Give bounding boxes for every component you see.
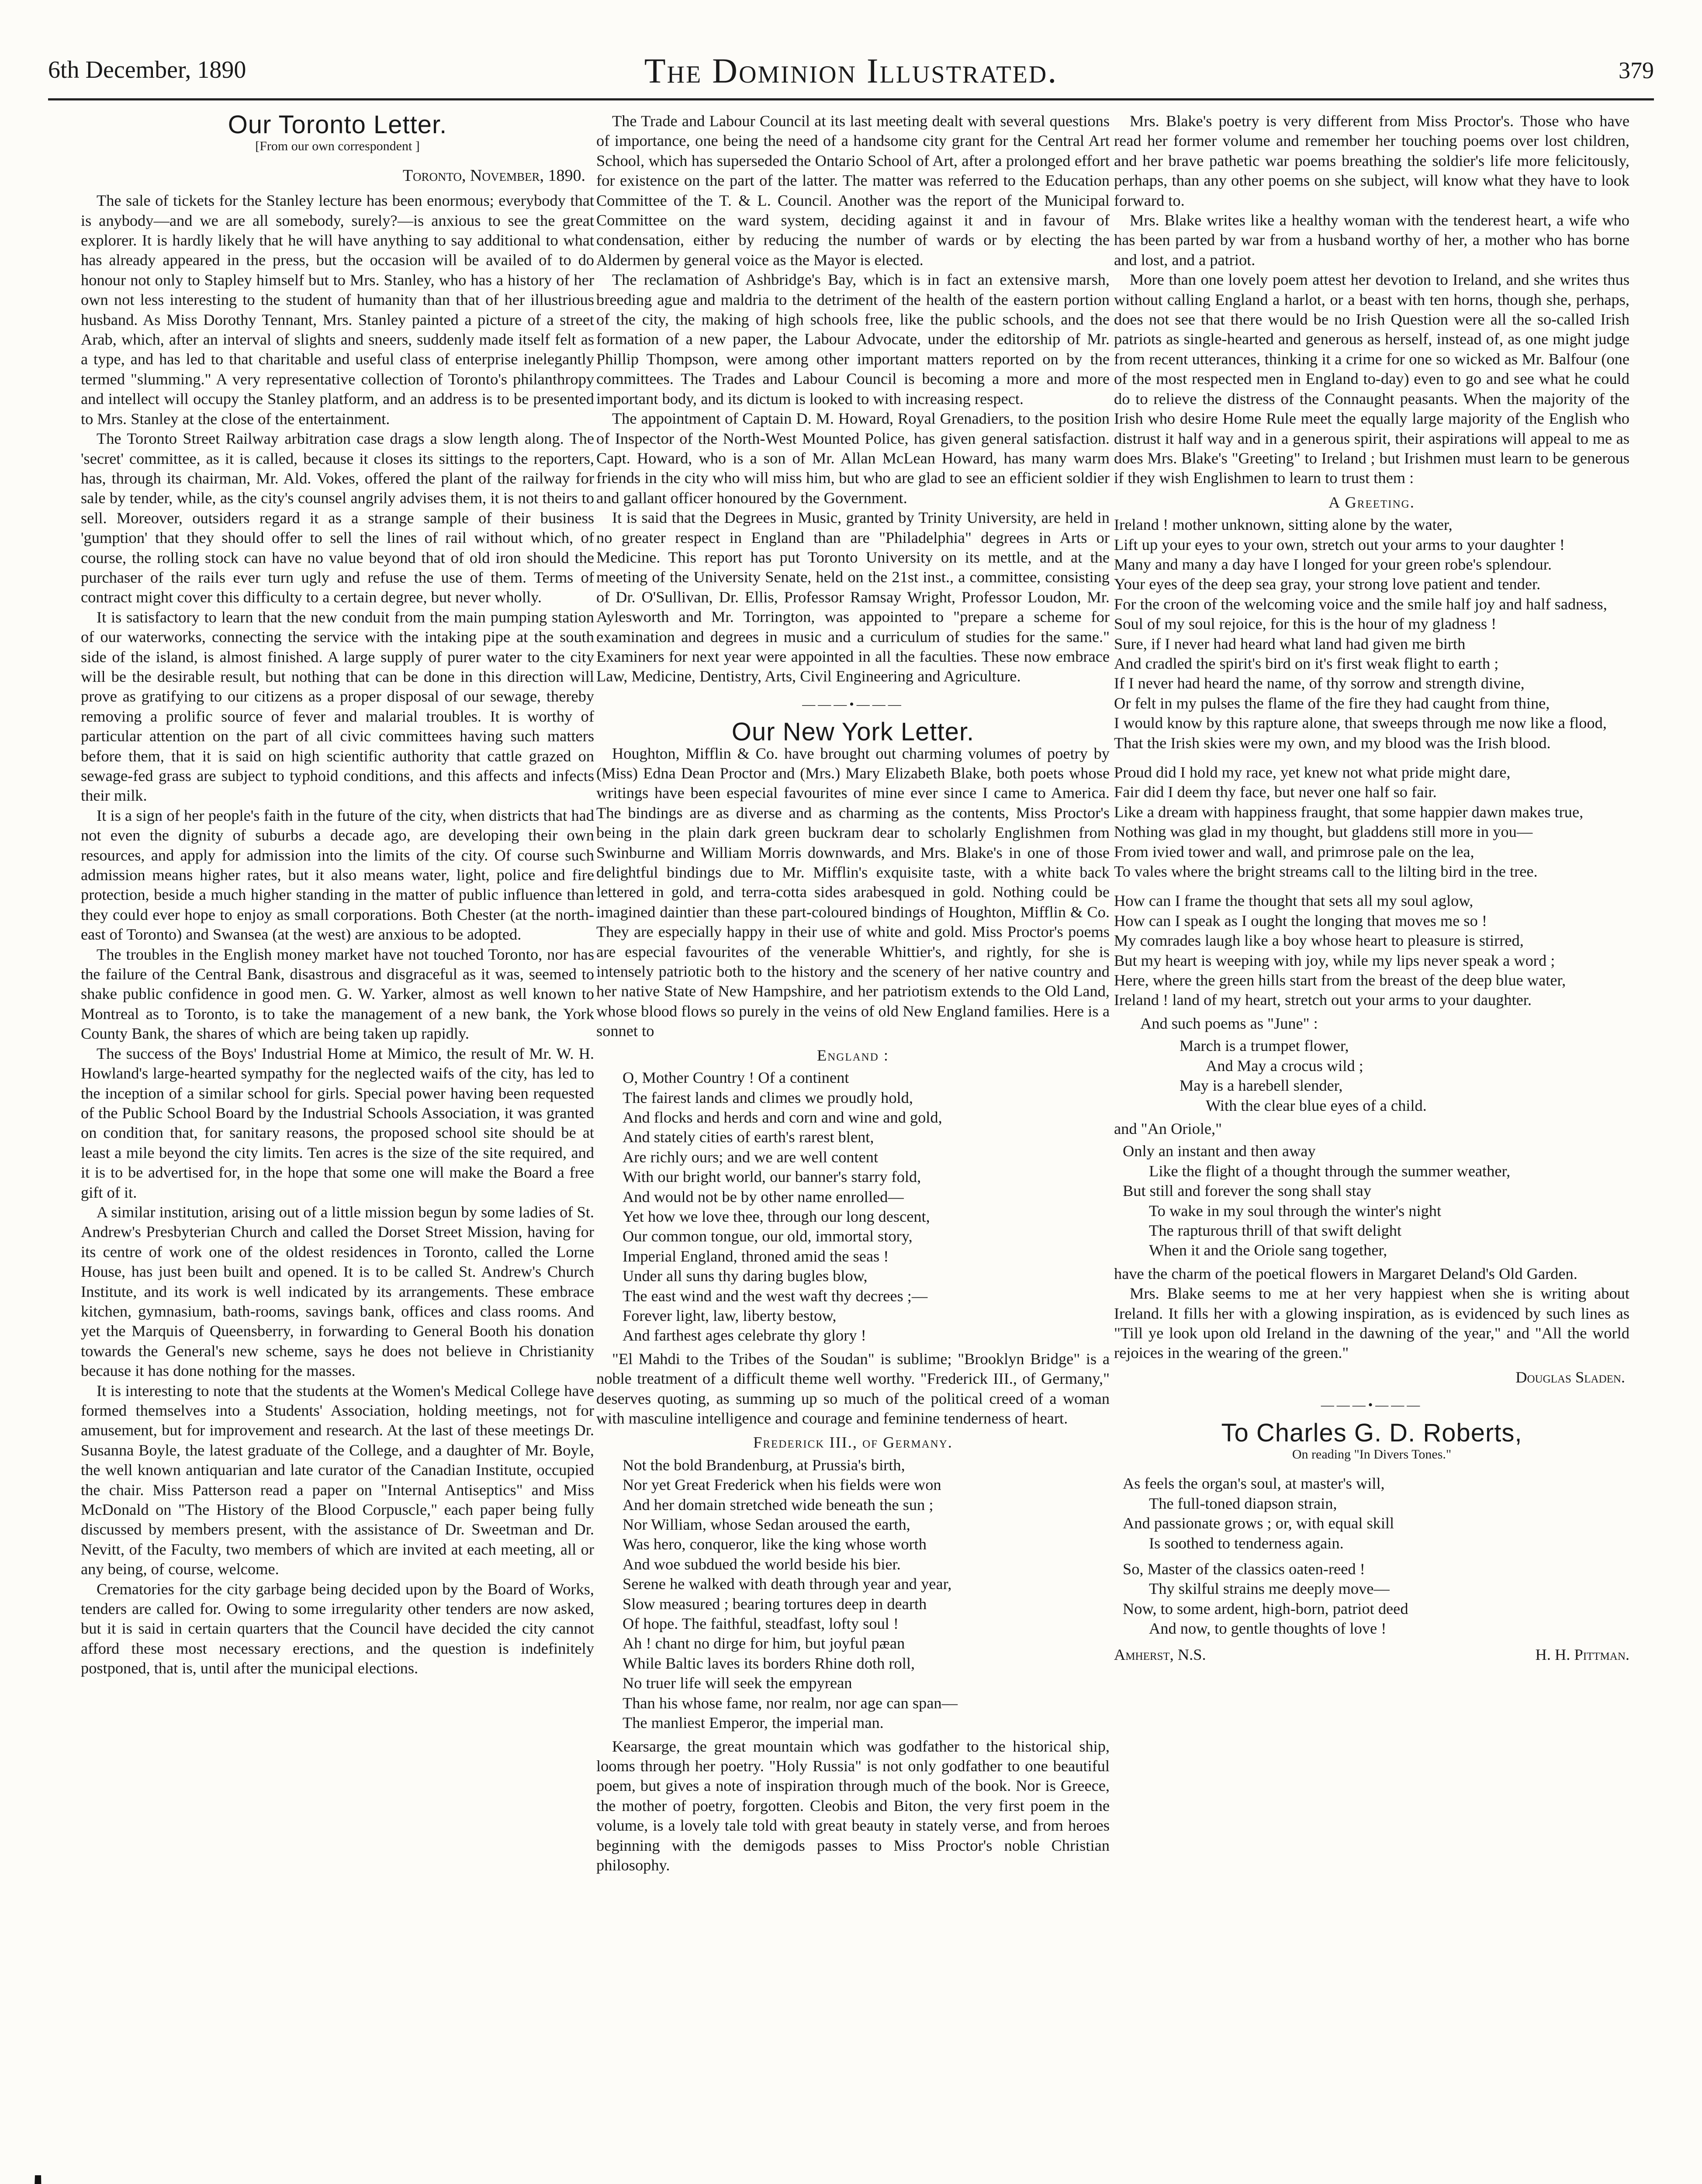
poem-line: Are richly ours; and we are well content <box>623 1148 879 1166</box>
paragraph: The sale of tickets for the Stanley lecture has been enormous; everybody that is anybody—and we are all somebody, surely?—is anxious to see the great explorer. It is hardly likely that he will have anything to say additional to what has already appeared in the press, but the occasion will be availed of to do honour not only to Stapley himself but to Mrs. Stanley, who has a history of her own not less interesting to the student of humanity than that of her illustrious husband. As Miss Dorothy Tennant, Mrs. Stanley painted a picture of a street Arab, which, after an interval of slights and sneers, suddenly made itself felt as a type, and has led to that charitable and useful class of enterprise inelegantly termed "slumming." A very representative collection of Toronto's philanthropy and intellect will occupy the Stanley platform, and an address is to be presented to Mrs. Stanley at the close of the entertainment. <box>81 192 594 428</box>
poem-line: Nothing was glad in my thought, but gladdens still more in you— <box>1114 823 1533 841</box>
section-divider: ———•——— <box>802 697 904 712</box>
poem-line: For the croon of the welcoming voice and the smile half joy and half sadness, <box>1114 595 1607 613</box>
paragraph: Mrs. Blake writes like a healthy woman with the tenderest heart, a wife who has been parted by war from a husband worthy of her, a mother who has borne and lost, and a patriot. <box>1114 211 1629 269</box>
stanza-break <box>1114 881 1629 891</box>
poem-line: And woe subdued the world beside his bier. <box>623 1555 901 1573</box>
roberts-attribution <box>1114 1645 1629 1665</box>
poem-line: I would know by this rapture alone, that sweeps through me now like a flood, <box>1114 714 1607 732</box>
header-rule <box>48 98 1654 100</box>
poem-line: Nor William, whose Sedan aroused the earth, <box>623 1516 910 1534</box>
poem-line: March is a trumpet flower, <box>1180 1037 1349 1055</box>
paragraph: Mrs. Blake's poetry is very different from Miss Proctor's. Those who have read her former volume and remember her touching poems over lost children, and her brave pathetic war poems breathing the soldier's life more felicitously, perhaps, than any other poems on she subject, will know what they have to look forward to. <box>1114 112 1629 209</box>
poem-line: The fairest lands and climes we proudly hold, <box>623 1089 913 1106</box>
binding-edge-mark <box>26 2175 52 2184</box>
masthead-title: The Dominion Illustrated. <box>644 52 1058 90</box>
paragraph: More than one lovely poem attest her devotion to Ireland, and she writes thus without calling England a harlot, or a beast with ten horns, though she, perhaps, does not see that there would be no Irish Question were all the so-called Irish patriots as single-hearted and generous as herself, instead of, as one might judge from recent utterances, thinking it a crime for one so wicked as Mr. Balfour (one of the most respected men in England to-day) even to go and see what he could do to relieve the distress of the Connaught peasants. When the majority of the Irish who desire Home Rule meet the equally large majority of the English who distrust it half way and in a generous spirit, their aspirations will appeal to me as does Mrs. Blake's "Greeting" to Ireland ; but Irishmen must learn to be generous if they wish Englishmen to learn to trust them : <box>1114 271 1629 487</box>
poem-line: From ivied tower and wall, and primrose pale on the lea, <box>1114 843 1474 860</box>
poem-roberts <box>1123 1474 1629 1638</box>
poem-line: And passionate grows ; or, with equal skill <box>1123 1514 1394 1532</box>
poem-line: With our bright world, our banner's starry fold, <box>623 1168 921 1186</box>
roberts-poem-title: To Charles G. D. Roberts, <box>1221 1418 1522 1447</box>
poem-line: And now, to gentle thoughts of love ! <box>1149 1620 1387 1638</box>
poem-line: To wake in my soul through the winter's night <box>1149 1202 1442 1220</box>
poem-line: If I never had heard the name, of thy sorrow and strength divine, <box>1114 674 1525 692</box>
column-2 <box>596 111 1110 1875</box>
page-header <box>48 52 1654 102</box>
paragraph: It is a sign of her people's faith in the future of the city, when districts that had not even the dignity of suburbs a decade ago, are developing their own resources, and apply for admission into the limits of the city. Of course such admission means higher rates, but it also means water, light, police and fire protection, beside a much higher standing in the matter of public influence than they could ever hope to enjoy as small corporations. Both Chester (at the north-east of Toronto) and Swansea (at the west) are anxious to be adopted. <box>81 806 594 943</box>
poem-line: Forever light, law, liberty bestow, <box>623 1306 837 1324</box>
poem-line: Nor yet Great Frederick when his fields were won <box>623 1476 941 1494</box>
poem-line: The full-toned diapson strain, <box>1149 1494 1337 1512</box>
issue-date: 6th December, 1890 <box>48 56 246 83</box>
poem-line: May is a harebell slender, <box>1180 1077 1343 1095</box>
poem-line: Here, where the green hills start from the breast of the deep blue water, <box>1114 971 1566 989</box>
poem-line: That the Irish skies were my own, and my blood was the Irish blood. <box>1114 734 1551 752</box>
poem-line: And flocks and herds and corn and wine and gold, <box>623 1108 942 1126</box>
poem-line: Than his whose fame, nor realm, nor age can span— <box>623 1694 958 1712</box>
section-divider: ———•——— <box>1321 1398 1423 1413</box>
poem-line: Is soothed to tenderness again. <box>1149 1534 1344 1552</box>
toronto-letter-subtitle: [From our own correspondent ] <box>255 139 420 154</box>
paragraph: Mrs. Blake seems to me at her very happiest when she is writing about Ireland. It fills her with a glowing inspiration, as is evidenced by such lines as "Till ye look upon old Ireland in the dawning of the year," and "All the world rejoices in the wearing of the green." <box>1114 1285 1629 1362</box>
new-york-letter-title: Our New York Letter. <box>731 718 975 746</box>
poem-line: Slow measured ; bearing tortures deep in dearth <box>623 1595 927 1613</box>
poem-line: Of hope. The faithful, steadfast, lofty soul ! <box>623 1615 899 1633</box>
poem-line: Our common tongue, our old, immortal story, <box>623 1227 913 1245</box>
author: H. H. Pittman. <box>1535 1645 1629 1663</box>
paragraph: The appointment of Captain D. M. Howard, Royal Grenadiers, to the position of Inspector of the North-West Mounted Police, has given general satisfaction. Capt. Howard, who is a son of Mr. Allan McLean Howard, has many warm friends in the city who will miss him, but who are glad to see an efficient soldier and gallant officer honoured by the Government. <box>596 410 1110 507</box>
poem-line: And cradled the spirit's bird on it's first weak flight to earth ; <box>1114 654 1499 672</box>
poem-line: Ireland ! land of my heart, stretch out your arms to your daughter. <box>1114 991 1532 1009</box>
poem-frederick <box>623 1455 1110 1733</box>
poem-line: And would not be by other name enrolled— <box>623 1188 904 1206</box>
toronto-letter-title: Our Toronto Letter. <box>228 111 447 139</box>
poem-line: Fair did I deem thy face, but never one half so fair. <box>1114 783 1437 801</box>
poem-line: The east wind and the west waft thy decrees ;— <box>623 1287 928 1305</box>
oriole-intro: and "An Oriole," <box>1114 1120 1222 1137</box>
signature: Douglas Sladen. <box>1515 1368 1625 1386</box>
poem-line: Yet how we love thee, through our long descent, <box>623 1207 930 1225</box>
poem-title-england: England : <box>817 1046 889 1064</box>
poem-line: Thy skilful strains me deeply move— <box>1149 1580 1390 1598</box>
poem-line: Was hero, conqueror, like the king whose worth <box>623 1535 927 1553</box>
poem-line: Soul of my soul rejoice, for this is the hour of my gladness ! <box>1114 615 1497 633</box>
page-number: 379 <box>1619 57 1654 83</box>
poem-line: Serene he walked with death through year and year, <box>623 1575 952 1593</box>
paragraph: have the charm of the poetical flowers in Margaret Deland's Old Garden. <box>1114 1265 1577 1282</box>
june-intro: And such poems as "June" : <box>1140 1014 1318 1032</box>
paragraph: The success of the Boys' Industrial Home at Mimico, the result of Mr. W. H. Howland's large-hearted sympathy for the neglected waifs of the city, has led to the inception of a similar school for girls. Special power having been requested of the Public School Board by the Industrial Schools Association, it was granted on condition that, for sanitary reasons, the proposed school site should be at least a mile beyond the city limits. Ten acres is the size of the site required, and it is to be advertised for, in the hope that some one will make the Board a free gift of it. <box>81 1044 594 1201</box>
poem-title-greeting: A Greeting. <box>1328 493 1415 511</box>
poem-line: The manliest Emperor, the imperial man. <box>623 1714 884 1732</box>
poem-line: O, Mother Country ! Of a continent <box>623 1069 849 1087</box>
poem-line: While Baltic laves its borders Rhine doth roll, <box>623 1654 915 1672</box>
poem-line: And stately cities of earth's rarest blent, <box>623 1128 874 1146</box>
paragraph: Houghton, Mifflin & Co. have brought out charming volumes of poetry by (Miss) Edna Dean Proctor and (Mrs.) Mary Elizabeth Blake, both poets whose writings have been especial favourites of mine ever since I came to America. The bindings are as diverse and as charming as the contents, Miss Proctor's being in the plain dark green buckram dear to scholarly Englishmen from Swinburne and William Morris downwards, and Mrs. Blake's in one of those delightful bindings due to Mr. Mifflin's exquisite taste, with a white back lettered in gold, and terra-cotta sides arabesqued in gold. Nothing could be imagined daintier than these part-coloured bindings of Houghton, Mifflin & Co. They are especially happy in their use of white and gold. Miss Proctor's poems are especial favourites of the venerable Whittier's, and rightly, for she is intensely patriotic both to the history and the scenery of her native country and her native State of New Hampshire, and her patriotism extends to the Old Land, whose blood flows so purely in the veins of old New England families. Here is a sonnet to <box>596 744 1110 1040</box>
poem-line: The rapturous thrill of that swift delight <box>1149 1221 1402 1239</box>
poem-line: When it and the Oriole sang together, <box>1149 1241 1387 1259</box>
poem-line: Your eyes of the deep sea gray, your strong love patient and tender. <box>1114 575 1541 593</box>
stanza-break <box>1114 753 1629 763</box>
paragraph: The troubles in the English money market have not touched Toronto, nor has the failure of the Central Bank, disastrous and disgraceful as it was, seemed to shake public confidence in good men. G. W. Yarker, almost as well known to Montreal as to Toronto, is to take the management of a new bank, the York County Bank, the shares of which are being taken up rapidly. <box>81 945 594 1043</box>
poem-line: And May a crocus wild ; <box>1206 1057 1363 1075</box>
poem-line: Sure, if I never had heard what land had given me birth <box>1114 635 1466 653</box>
stanza-break <box>1123 1553 1629 1559</box>
poem-line: Ah ! chant no dirge for him, but joyful pæan <box>623 1635 905 1652</box>
paragraph: A similar institution, arising out of a little mission begun by some ladies of St. Andrew's Presbyterian Church and called the Dorset Street Mission, having for its centre of work one of the oldest residences in Toronto, called the Lorne House, has just been built and opened. It is to be called St. Andrew's Church Institute, and its work is well indicated by its arrangements. These embrace kitchen, gymnasium, bath-rooms, savings bank, offices and class rooms. And yet the Marquis of Queensberry, in forwarding to General Booth his donation towards the General's new scheme, says he does not believe in Christianity because it has done nothing for the masses. <box>81 1203 594 1380</box>
poem-line: With the clear blue eyes of a child. <box>1206 1096 1427 1114</box>
poem-line: Not the bold Brandenburg, at Prussia's birth, <box>623 1456 905 1474</box>
poem-line: But my heart is weeping with joy, while my lips never speak a word ; <box>1114 951 1555 969</box>
poem-line: Lift up your eyes to your own, stretch out your arms to your daughter ! <box>1114 536 1565 553</box>
paragraph: The reclamation of Ashbridge's Bay, which is in fact an extensive marsh, breeding ague and maldria to the detriment of the health of the eastern portion of the city, the making of high schools free, like the public schools, and the formation of a new paper, the Labour Advocate, under the editorship of Mr. Phillip Thompson, were among other important matters reported on by the committees. The Trades and Labour Council is becoming a more and more important body, and its dictum is looked to with increasing respect. <box>596 271 1110 408</box>
poem-line: Or felt in my pulses the flame of the fire they had caught from thine, <box>1114 694 1550 712</box>
toronto-dateline: Toronto, November, 1890. <box>402 166 585 185</box>
poem-line: As feels the organ's soul, at master's will, <box>1123 1475 1385 1493</box>
column-1 <box>81 111 594 1679</box>
poem-england <box>623 1068 1110 1346</box>
place: Amherst, N.S. <box>1114 1645 1206 1663</box>
poem-line: Under all suns thy daring bugles blow, <box>623 1267 868 1285</box>
poem-line: How can I frame the thought that sets all my soul aglow, <box>1114 892 1474 910</box>
poem-line: Like a dream with happiness fraught, that some happier dawn makes true, <box>1114 803 1584 821</box>
poem-line: Ireland ! mother unknown, sitting alone by the water, <box>1114 516 1453 534</box>
paragraph: It is said that the Degrees in Music, granted by Trinity University, are held in no greater respect in England than are "Philadelphia" degrees in Arts or Medicine. This report has put Toronto University on its mettle, and at the meeting of the University Senate, held on the 21st inst., a committee, consisting of Dr. O'Sullivan, Dr. Ellis, Professor Ramsay Wright, Professor Loudon, Mr. Aylesworth and Mr. Torrington, was appointed to "prepare a scheme for examination and degrees in music and a curriculum of studies for the same." Examiners for next year were appointed in all the faculties. These now embrace Law, Medicine, Dentistry, Arts, Civil Engineering and Agriculture. <box>596 509 1110 685</box>
poem-line: Only an instant and then away <box>1123 1142 1316 1160</box>
poem-oriole <box>1123 1141 1629 1260</box>
poem-line: Imperial England, throned amid the seas ! <box>623 1247 889 1265</box>
poem-line: And her domain stretched wide beneath the sun ; <box>623 1496 934 1514</box>
poem-june <box>1180 1036 1629 1116</box>
paragraph: It is satisfactory to learn that the new conduit from the main pumping station of our waterworks, connecting the service with the intaking pipe at the south side of the island, is almost finished. A large supply of purer water to the city will be the desirable result, but nothing that can be done in this direction will prove as gratifying to our citizens as a proper disposal of our sewage, thereby removing a prolific source of fever and malarial troubles. It is worthy of particular attention on the part of all civic committees having such matters before them, that it is said on high scientific authority that cattle grazed on sewage-fed grass are subject to typhoid conditions, and this affects and infects their milk. <box>81 608 594 805</box>
poem-line: No truer life will seek the empyrean <box>623 1674 852 1692</box>
poem-line: Many and many a day have I longed for your green robe's splendour. <box>1114 555 1552 573</box>
poem-line: Now, to some ardent, high-born, patriot deed <box>1123 1600 1408 1617</box>
paragraph: The Toronto Street Railway arbitration case drags a slow length along. The 'secret' committee, as it is called, because it closes its sittings to the reporters, has, through its chairman, Mr. Ald. Vokes, offered the plant of the railway for sale by tender, while, as the city's counsel angrily advises them, it is not theirs to sell. Moreover, outsiders regard it as a strange sample of their business 'gumption' that they should offer to sell the lines of rail without which, of course, the rolling stock can have no value beyond that of old iron should the purchaser of the rails ever turn ugly and refuse the use of them. Terms of contract might cover this difficulty to a certain degree, but never wholly. <box>81 430 594 606</box>
poem-title-frederick: Frederick III., of Germany. <box>753 1434 953 1451</box>
column-3 <box>1114 111 1629 1665</box>
poem-line: How can I speak as I ought the longing that moves me so ! <box>1114 912 1487 930</box>
poem-line: And farthest ages celebrate thy glory ! <box>623 1327 866 1344</box>
paragraph: It is interesting to note that the students at the Women's Medical College have formed themselves into a Students' Association, holding meetings, not for amusement, but for improvement and research. At the last of these meetings Dr. Susanna Boyle, the latest graduate of the College, and a daughter of Mr. Boyle, the well known antiquarian and late curator of the Canadian Institute, occupied the chair. Miss Patterson read a paper on "Internal Antiseptics" and Miss McDonald on "The History of the Blood Corpuscle," each paper being fully discussed by members present, with the assistance of Dr. Sweetman and Dr. Nevitt, of the Faculty, two members of which are invited at each meeting, all or any being, of course, welcome. <box>81 1382 594 1578</box>
roberts-poem-subtitle: On reading "In Divers Tones." <box>1292 1447 1452 1462</box>
paragraph: Crematories for the city garbage being decided upon by the Board of Works, tenders are called for. Owing to some irregularity other tenders are now asked, but it is said in certain quarters that the Council have decided the city cannot afford these most necessary erections, and the question is indefinitely postponed, that is, until after the municipal elections. <box>81 1580 594 1677</box>
poem-line: Like the flight of a thought through the summer weather, <box>1149 1162 1511 1180</box>
poem-line: So, Master of the classics oaten-reed ! <box>1123 1560 1365 1578</box>
paragraph: The Trade and Labour Council at its last meeting dealt with several questions of importance, one being the need of a handsome city grant for the Central Art School, which has superseded the Ontario School of Art, after a prolonged effort for existence on the part of the latter. The matter was referred to the Education Committee of the T. & L. Council. Another was the report of the Municipal Committee on the ward system, deciding against it and in favour of condensation, either by reducing the number of wards or by electing the Aldermen by general voice as the Mayor is elected. <box>596 112 1110 269</box>
poem-line: To vales where the bright streams call to the lilting bird in the tree. <box>1114 863 1538 881</box>
poem-line: Proud did I hold my race, yet knew not what pride might dare, <box>1114 764 1511 781</box>
paragraph: "El Mahdi to the Tribes of the Soudan" is sublime; "Brooklyn Bridge" is a noble treatment of a difficult theme well worthy. "Frederick III., of Germany," deserves quoting, as summing up so much of the political creed of a woman with masculine intelligence and courage and feminine tenderness of heart. <box>596 1350 1110 1427</box>
poem-line: But still and forever the song shall stay <box>1123 1182 1372 1200</box>
poem-greeting <box>1114 515 1629 1010</box>
poem-line: My comrades laugh like a boy whose heart to pleasure is stirred, <box>1114 932 1524 950</box>
paragraph: Kearsarge, the great mountain which was godfather to the historical ship, looms through her poetry. "Holy Russia" is not only godfather to one beautiful poem, but gives a note of inspiration through much of the book. Nor is Greece, the mother of poetry, forgotten. Cleobis and Biton, the very first poem in the volume, is a lovely tale told with great beauty in stately verse, and from heroes beginning with the demigods passes to Miss Proctor's noble Christian philosophy. <box>596 1737 1110 1874</box>
